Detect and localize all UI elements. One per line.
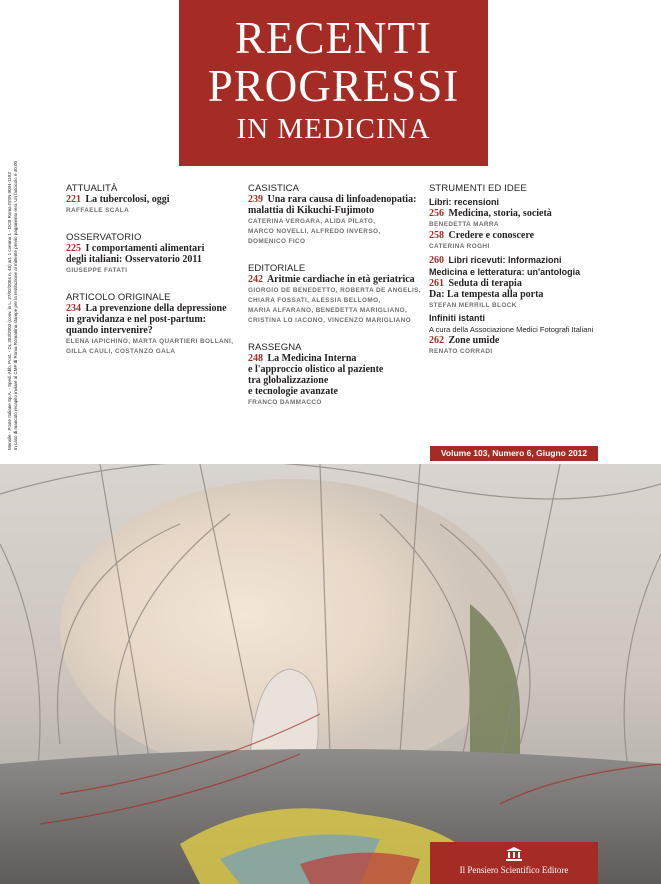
- entry-title: La prevenzione della depressione: [85, 303, 227, 314]
- subsection-label: Medicina e letteratura: un'antologia: [429, 267, 581, 277]
- toc-column-2: [248, 183, 423, 419]
- toc-entry[interactable]: [66, 303, 236, 314]
- entry-authors: RAFFAELE SCALA: [66, 207, 130, 214]
- toc-section-casistica: [248, 183, 423, 246]
- section-title: OSSERVATORIO: [66, 232, 142, 243]
- entry-authors: ELENA IAPICHINO, MARTA QUARTIERI BOLLANI,: [66, 338, 234, 345]
- entry-authors: MARIA ALFARANO, BENEDETTA MARIGLIANO,: [248, 307, 408, 314]
- entry-title: Zone umide: [448, 335, 500, 346]
- page-number: 256: [429, 208, 444, 219]
- entry-authors: MARCO NOVELLI, ALFREDO INVERSO,: [248, 228, 381, 235]
- postal-side-note: [7, 90, 19, 450]
- entry-authors: CATERINA ROGHI: [429, 243, 490, 250]
- entry-authors: DOMENICO FICO: [248, 238, 306, 245]
- toc-entry[interactable]: [429, 230, 604, 241]
- cover-photo: [0, 464, 661, 884]
- entry-authors: STEFAN MERRILL BLOCK: [429, 302, 517, 309]
- publisher-name: Il Pensiero Scientifico Editore: [459, 865, 569, 875]
- entry-authors: GIUSEPPE FATATI: [66, 267, 128, 274]
- temple-logo-icon: [506, 847, 522, 861]
- toc-entry[interactable]: [248, 274, 423, 285]
- section-title: ATTUALITÀ: [66, 183, 118, 194]
- entry-title: La tubercolosi, oggi: [85, 194, 170, 205]
- toc-section-attualita: [66, 183, 236, 215]
- entry-authors: CHIARA FOSSATI, ALESSIA BELLOMO,: [248, 297, 381, 304]
- entry-title: Aritmie cardiache in età geriatrica: [266, 274, 415, 285]
- entry-authors: GILLA CAULI, COSTANZO GALA: [66, 348, 176, 355]
- page-number: 261: [429, 278, 444, 289]
- entry-title-cont: malattia di Kikuchi-Fujimoto: [248, 205, 375, 216]
- toc-entry[interactable]: [429, 255, 604, 266]
- section-title: EDITORIALE: [248, 263, 306, 274]
- toc-entry[interactable]: [66, 243, 236, 254]
- toc-entry[interactable]: [248, 194, 423, 205]
- page-number: 262: [429, 335, 444, 346]
- entry-title: Libri ricevuti: Informazioni: [448, 255, 562, 265]
- entry-title-cont: quando intervenire?: [66, 325, 153, 336]
- entry-title: La Medicina Interna: [267, 353, 357, 364]
- postal-note-line: Mensile - Poste Italiane Sp.A. - Sped. Abb. Post. - DL 353/2003 (conv. in L. 27/02/2004 n. 46) art. 1 comma 1 - DCB Roma ISSN 0034-1193: [7, 172, 12, 450]
- entry-authors: FRANCO DAMMACCO: [248, 399, 322, 406]
- entry-title-cont: degli italiani: Osservatorio 2011: [66, 254, 202, 265]
- page-number: 248: [248, 353, 263, 364]
- toc-section-editoriale: [248, 263, 423, 325]
- entry-title-cont: e l'approccio olistico al paziente: [248, 364, 384, 375]
- postal-note-line: In caso di mancato recapito inviare al CMP di Roma Romanina stampe per la restituzione al mittente previo pagamento resi. Un fascicolo e 40,00: [13, 160, 18, 450]
- entry-title: Una rara causa di linfoadenopatia:: [267, 194, 417, 205]
- section-title: STRUMENTI ED IDEE: [429, 183, 527, 194]
- entry-title: I comportamenti alimentari: [85, 243, 205, 254]
- masthead-title-line3: IN MEDICINA: [236, 113, 431, 145]
- toc-section-rassegna: [248, 342, 423, 407]
- entry-authors: BENEDETTA MARRA: [429, 221, 499, 228]
- page-number: 225: [66, 243, 81, 254]
- section-title: CASISTICA: [248, 183, 300, 194]
- entry-authors: CRISTINA LO IACONO, VINCENZO MARIGLIANO: [248, 317, 412, 324]
- entry-title-cont: Da: La tempesta alla porta: [429, 289, 544, 300]
- associazione-note: A cura della Associazione Medici Fotografi Italiani: [429, 325, 594, 334]
- entry-title-cont: in gravidanza e nel post-partum:: [66, 314, 206, 325]
- masthead: [179, 0, 488, 166]
- toc-entry[interactable]: [248, 353, 423, 364]
- toc-column-1: [66, 183, 236, 368]
- section-title: ARTICOLO ORIGINALE: [66, 292, 171, 303]
- toc-section-articolo-originale: [66, 292, 236, 356]
- entry-authors: CATERINA VERGARA, ALIDA PILATO,: [248, 218, 376, 225]
- section-title: RASSEGNA: [248, 342, 302, 353]
- page-number: 221: [66, 194, 81, 205]
- page-number: 242: [248, 274, 263, 285]
- toc-entry[interactable]: [66, 194, 236, 205]
- page-number: 234: [66, 303, 81, 314]
- masthead-title-line1: RECENTI: [235, 13, 432, 63]
- page-number: 260: [429, 255, 444, 266]
- entry-title-cont: e tecnologie avanzate: [248, 386, 338, 397]
- entry-title: Seduta di terapia: [448, 278, 522, 289]
- entry-title: Credere e conoscere: [448, 230, 535, 241]
- cover-photo-illustration: [0, 464, 661, 884]
- temple-logo-icon: [430, 847, 598, 864]
- entry-authors: RENATO CORRADI: [429, 348, 493, 355]
- entry-title-cont: tra globalizzazione: [248, 375, 329, 386]
- toc-section-osservatorio: [66, 232, 236, 275]
- publisher-badge: [430, 842, 598, 884]
- subsection-label: Libri: recensioni: [429, 197, 500, 207]
- toc-entry[interactable]: [429, 208, 604, 219]
- toc-entry[interactable]: [429, 278, 604, 289]
- masthead-title-line2: PROGRESSI: [207, 61, 460, 111]
- entry-authors: GIORGIO DE BENEDETTO, ROBERTA DE ANGELIS,: [248, 287, 421, 294]
- toc-column-3: [429, 183, 604, 356]
- toc-entry[interactable]: [429, 335, 604, 346]
- volume-issue-bar: Volume 103, Numero 6, Giugno 2012: [430, 446, 598, 461]
- page-number: 239: [248, 194, 263, 205]
- page-number: 258: [429, 230, 444, 241]
- entry-title: Medicina, storia, società: [448, 208, 552, 219]
- subsection-label: Infiniti istanti: [429, 313, 485, 323]
